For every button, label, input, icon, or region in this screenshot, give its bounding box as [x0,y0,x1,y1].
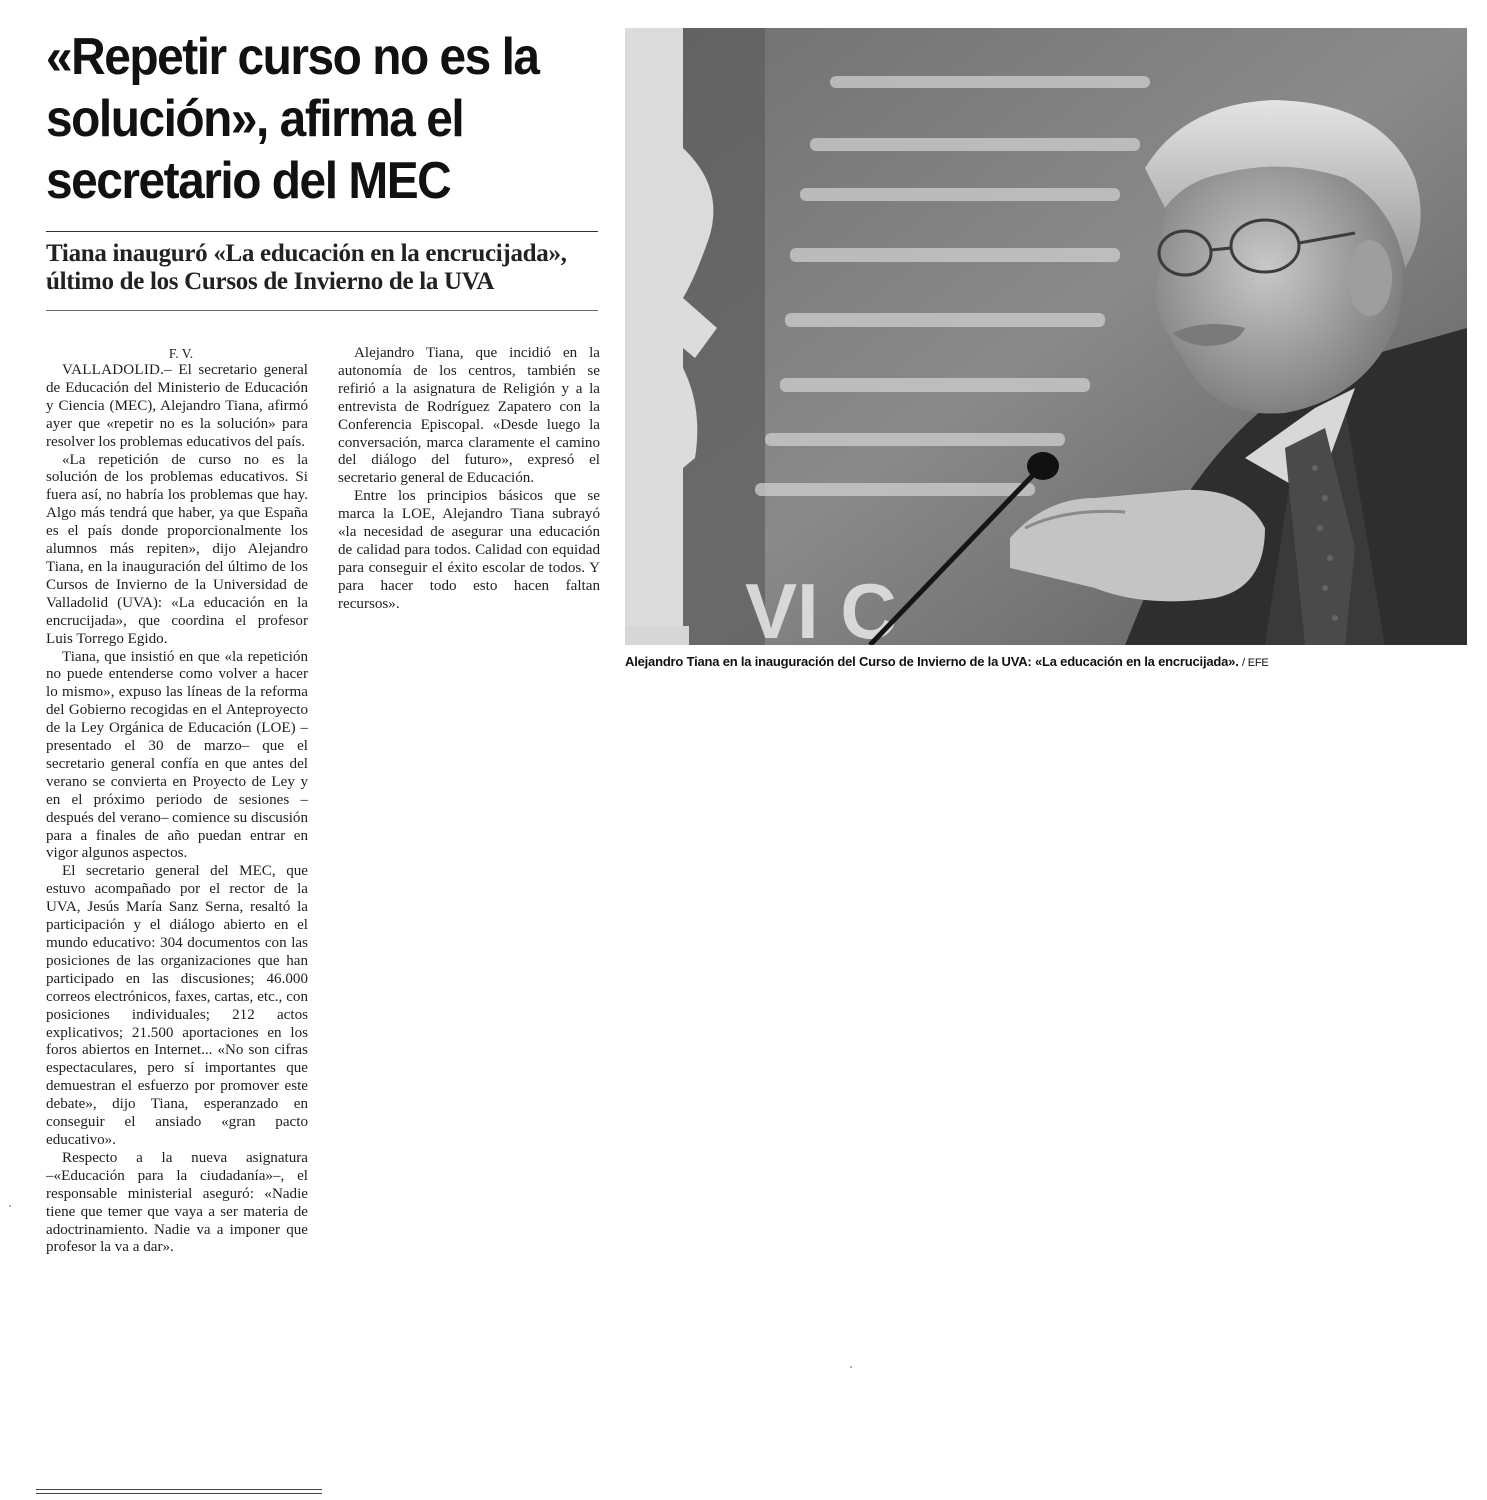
byline: F. V. [168,346,194,361]
paragraph: «La repetición de curso no es la solución de los problemas educativos. Si fuera así, no habría los problemas que hay. Algo más tendrá que haber, ya que España es el país donde proporcionalmente los alumnos más repiten», dijo Alejandro Tiana, en la inauguración del último de los Cursos de Invierno de la Universidad de Valladolid (UVA): «La educación en la encrucijada», que coordina el profesor Luis Torrego Egido. [46,451,308,647]
photo-credit: / EFE [1242,657,1269,669]
headline: «Repetir curso no es la solución», afirma el secretario del MEC [46,28,539,210]
paragraph: Entre los principios básicos que se marca la LOE, Alejandro Tiana subrayó «la necesidad de asegurar una educación de calidad para todos. Calidad con equidad para conseguir el éxito escolar de todos. Y para hacer todo esto hacen faltan recursos». [338,488,600,612]
backdrop-letters: VI C [745,567,897,645]
subheadline-rule [46,310,598,311]
subheadline: Tiana inauguró «La educación en la encrucijada», último de los Cursos de Invierno de la UVA [46,240,567,295]
caption-text: Alejandro Tiana en la inauguración del Curso de Invierno de la UVA: «La educación en la encrucijada». [625,654,1239,669]
footer-rule [36,1493,322,1494]
paragraph: El secretario general del MEC, que estuvo acompañado por el rector de la UVA, Jesús María Sanz Serna, resaltó la participación y el diálogo abierto en el mundo educativo: 304 documentos con las posiciones de las organizaciones que han participado en las discusiones; 46.000 correos electrónicos, faxes, cartas, etc., con posiciones individuales; 212 actos explicativos; 21.500 aportaciones en los foros abiertos en Internet... «No son cifras espectaculares, pero sí importantes que demuestran el esfuerzo por promover este debate», dijo Tiana, esperanzado en conseguir el ansiado «gran pacto educativo». [46,863,308,1148]
text-column-1 [46,345,308,1257]
paragraph-text: El secretario general de Educación del Ministerio de Educación y Ciencia (MEC), Alejandro Tiana, afirmó ayer que «repetir no es la solución» para resolver los problemas educativos del país. [46,362,308,450]
headline-rule [46,231,598,232]
footer-rule [36,1489,322,1490]
dateline: VALLADOLID.– [62,362,172,378]
paragraph [46,362,308,452]
paragraph: Respecto a la nueva asignatura –«Educación para la ciudadanía»–, el responsable ministerial aseguró: «Nadie tiene que temer que vaya a ser materia de adoctrinamiento. Nadie va a imponer que profesor la va a dar». [46,1149,308,1256]
paragraph: Alejandro Tiana, que incidió en la autonomía de los centros, también se refirió a la asignatura de Religión y a la entrevista de Rodríguez Zapatero con la Conferencia Episcopal. «Desde luego la conversación, marca claramente el camino del diálogo del futuro», expresó el secretario general de Educación. [338,345,600,487]
photo-caption [625,653,1467,672]
text-column-2 [338,345,600,614]
news-photo [625,28,1467,645]
paragraph: Tiana, que insistió en que «la repetición no puede entenderse como volver a hacer lo mismo», expuso las líneas de la reforma del Gobierno recogidas en el Anteproyecto de la Ley Orgánica de Educación (LOE) –presentado el 30 de marzo– que el secretario general confía en que antes del verano se convierta en Proyecto de Ley y en el próximo periodo de sesiones –después del verano– comience su discusión para a finales de año puedan entrar en vigor algunos aspectos. [46,648,308,862]
scan-speck [9,1205,11,1207]
scan-speck [850,1366,852,1368]
